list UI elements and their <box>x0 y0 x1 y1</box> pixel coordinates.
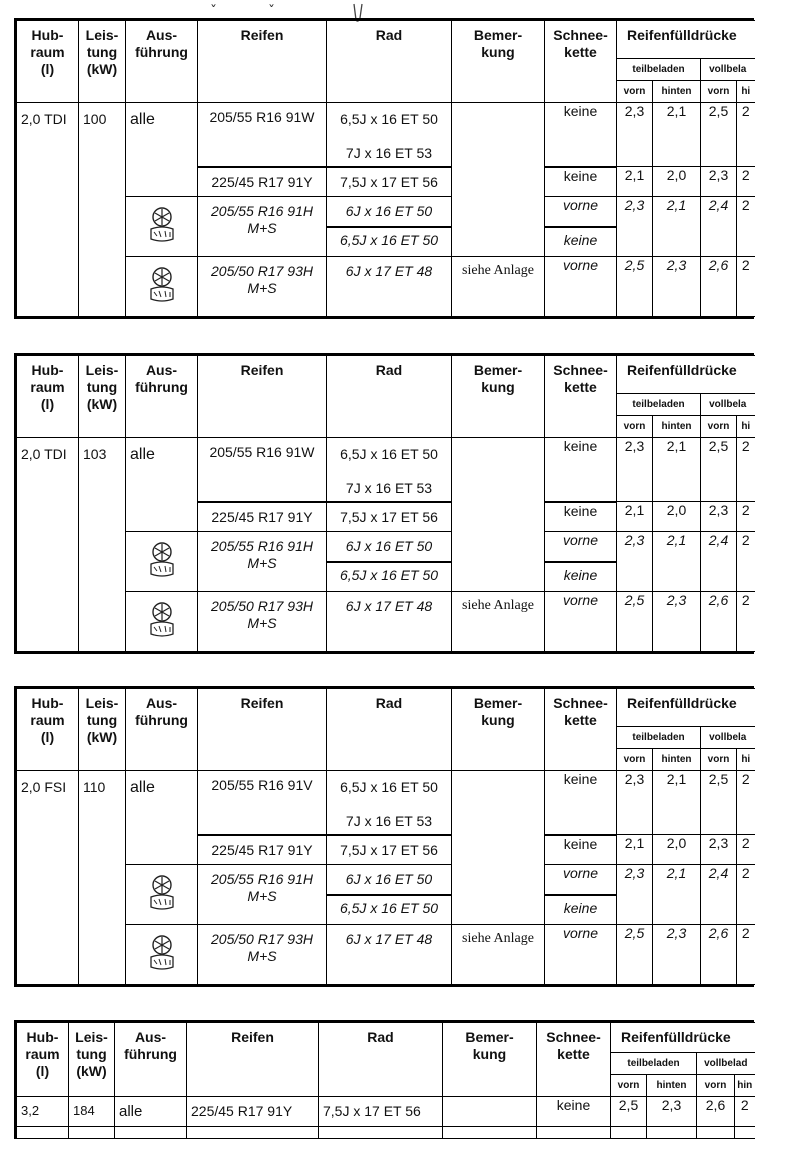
cell-reifen: 205/55 R16 91H M+S <box>198 865 327 925</box>
header-bemerkung: Bemer- kung <box>473 362 523 395</box>
spec-table-block <box>14 353 754 654</box>
cell-p-teil-hinten: 2,1 <box>653 103 701 167</box>
snowflake-tire-icon <box>145 538 179 578</box>
cell-p-voll-vorn: 2,5 <box>701 103 737 167</box>
cell-p-voll-vorn: 2,4 <box>701 197 737 257</box>
cell-ausfuehrung-icon <box>126 257 198 317</box>
cell-p-voll-hinten: 2 <box>737 835 755 865</box>
cell-hubraum: 3,2 <box>17 1097 69 1127</box>
cell-p-teil-vorn: 2,3 <box>617 771 653 835</box>
cell-p-teil-hinten: 2,1 <box>653 865 701 925</box>
spec-table-block <box>14 1020 754 1139</box>
header-vollbeladen: vollbela <box>701 394 755 416</box>
cell-p-voll-hinten: 2 <box>737 925 755 985</box>
header-ausfuehrung: Aus- führung <box>135 362 188 395</box>
cell-ausfuehrung-icon <box>126 592 198 652</box>
cell-p-voll-hinten: 2 <box>737 257 755 317</box>
cell-p-voll-vorn: 2,5 <box>701 771 737 835</box>
header-reifenfuelldruecke: Reifenfülldrücke <box>617 21 755 59</box>
cell-p-teil-hinten: 2,1 <box>653 532 701 592</box>
cell-schneekette: vorne <box>545 197 617 227</box>
cell-rad: 6,5J x 16 ET 50 7J x 16 ET 53 <box>327 103 452 167</box>
header-schneekette: Schnee- kette <box>553 27 608 60</box>
cell-p-teil-vorn: 2,3 <box>617 865 653 925</box>
cell-reifen: 205/55 R16 91H M+S <box>198 532 327 592</box>
cell-ausfuehrung-icon <box>126 925 198 985</box>
cell-bemerkung <box>443 1097 537 1127</box>
cell-rad: 6J x 17 ET 48 <box>327 592 452 652</box>
cell-schneekette: keine <box>545 227 617 257</box>
cell-bemerkung: siehe Anlage <box>452 925 545 985</box>
cell-schneekette: keine <box>545 502 617 532</box>
header-hubraum: Hub- raum (l) <box>17 1023 69 1097</box>
cell-bemerkung <box>452 771 545 925</box>
header-reifen: Reifen <box>198 356 327 438</box>
cell-p-voll-hinten: 2 <box>737 771 755 835</box>
header-hubraum: Hub- raum (l) <box>30 362 65 412</box>
cell-p-voll-hinten: 2 <box>737 103 755 167</box>
cell-p-teil-hinten: 2,3 <box>653 257 701 317</box>
header-hubraum: Hub- raum (l) <box>30 27 65 77</box>
cell-p-teil-vorn: 2,1 <box>617 502 653 532</box>
cell-p-voll-vorn: 2,4 <box>701 532 737 592</box>
cell-p-voll-hinten: 2 <box>737 532 755 592</box>
header-schneekette: Schnee- kette <box>553 695 608 728</box>
cell-p-teil-vorn: 2,3 <box>617 438 653 502</box>
cell-reifen: 225/45 R17 91Y <box>198 835 327 865</box>
header-teilbeladen: teilbeladen <box>617 727 701 749</box>
cell-schneekette: vorne <box>545 925 617 985</box>
header-reifenfuelldruecke: Reifenfülldrücke <box>617 356 755 394</box>
cell-p-teil-hinten: 2,1 <box>653 771 701 835</box>
cell-ausfuehrung: alle <box>126 438 198 532</box>
header-reifen: Reifen <box>198 689 327 771</box>
cell-p-teil-hinten: 2,3 <box>653 592 701 652</box>
cell-rad: 6,5J x 16 ET 50 <box>327 227 452 257</box>
header-rad: Rad <box>319 1023 443 1097</box>
spec-table <box>16 688 755 985</box>
cell-schneekette: keine <box>545 771 617 835</box>
header-vorn: vorn <box>701 416 737 438</box>
cell-reifen: 205/55 R16 91W <box>198 438 327 502</box>
header-teilbeladen: teilbeladen <box>617 394 701 416</box>
cell-p-voll-vorn: 2,6 <box>701 925 737 985</box>
cell-bemerkung <box>452 103 545 257</box>
header-hinten: hi <box>737 749 755 771</box>
cell-p-teil-vorn: 2,1 <box>617 835 653 865</box>
header-bemerkung: Bemer- kung <box>473 27 523 60</box>
header-reifen: Reifen <box>187 1023 319 1097</box>
header-bemerkung: Bemer- kung <box>473 695 523 728</box>
cell-schneekette: keine <box>545 562 617 592</box>
cell-rad: 7,5J x 17 ET 56 <box>319 1097 443 1127</box>
cell-bemerkung <box>452 438 545 592</box>
cell-schneekette: vorne <box>545 532 617 562</box>
cell-p-teil-vorn: 2,5 <box>611 1097 647 1127</box>
header-vorn: vorn <box>701 749 737 771</box>
cell-rad: 7,5J x 17 ET 56 <box>327 835 452 865</box>
cell-p-teil-vorn: 2,1 <box>617 167 653 197</box>
cell-p-teil-vorn: 2,3 <box>617 532 653 592</box>
cell-bemerkung: siehe Anlage <box>452 257 545 317</box>
cell-p-teil-vorn: 2,3 <box>617 103 653 167</box>
cell-reifen: 205/50 R17 93H M+S <box>198 257 327 317</box>
cell-rad: 7,5J x 17 ET 56 <box>327 167 452 197</box>
scan-mark: ˇ <box>268 4 275 20</box>
cell-reifen: 205/55 R16 91V <box>198 771 327 835</box>
header-teilbeladen: teilbeladen <box>617 59 701 81</box>
cell-p-teil-hinten: 2,1 <box>653 438 701 502</box>
cell-schneekette: keine <box>545 103 617 167</box>
cell-hubraum: 2,0 FSI <box>17 771 79 985</box>
cell-p-voll-vorn: 2,6 <box>701 592 737 652</box>
header-reifenfuelldruecke: Reifenfülldrücke <box>617 689 755 727</box>
scan-mark: ˇ <box>210 4 217 20</box>
header-vollbeladen: vollbela <box>701 59 755 81</box>
cell-schneekette: keine <box>545 835 617 865</box>
header-leistung: Leis- tung (kW) <box>69 1023 115 1097</box>
cell-ausfuehrung-icon <box>126 865 198 925</box>
cell-hubraum: 2,0 TDI <box>17 438 79 652</box>
cell-reifen: 205/55 R16 91H M+S <box>198 197 327 257</box>
cell-schneekette: vorne <box>545 257 617 317</box>
cell-rad: 6J x 17 ET 48 <box>327 257 452 317</box>
cell-p-voll-hinten: 2 <box>737 502 755 532</box>
cell-rad: 6J x 16 ET 50 <box>327 532 452 562</box>
cell-rad: 6J x 16 ET 50 <box>327 197 452 227</box>
cell-reifen: 205/50 R17 93H M+S <box>198 925 327 985</box>
cell-ausfuehrung: alle <box>126 103 198 197</box>
cell-ausfuehrung-icon <box>126 197 198 257</box>
cell-p-voll-vorn: 2,6 <box>701 257 737 317</box>
header-hinten: hinten <box>653 749 701 771</box>
snowflake-tire-icon <box>145 871 179 911</box>
cell-p-teil-hinten: 2,3 <box>647 1097 697 1127</box>
header-ausfuehrung: Aus- führung <box>135 27 188 60</box>
header-hinten: hi <box>737 416 755 438</box>
header-vorn: vorn <box>617 416 653 438</box>
cell-rad: 6J x 17 ET 48 <box>327 925 452 985</box>
header-rad: Rad <box>327 356 452 438</box>
cell-leistung: 110 <box>79 771 126 985</box>
cell-p-voll-vorn: 2,4 <box>701 865 737 925</box>
snowflake-tire-icon <box>145 931 179 971</box>
header-ausfuehrung: Aus- führung <box>115 1023 187 1097</box>
cell-ausfuehrung: alle <box>115 1097 187 1127</box>
cell-rad: 6,5J x 16 ET 50 7J x 16 ET 53 <box>327 438 452 502</box>
header-rad: Rad <box>327 21 452 103</box>
header-reifen: Reifen <box>198 21 327 103</box>
cell-schneekette: vorne <box>545 865 617 895</box>
header-hinten: hinten <box>647 1075 697 1097</box>
cell-reifen: 205/55 R16 91W <box>198 103 327 167</box>
header-schneekette: Schnee- kette <box>553 362 608 395</box>
cell-p-voll-vorn: 2,6 <box>697 1097 735 1127</box>
header-leistung: Leis- tung (kW) <box>85 362 119 412</box>
header-vorn: vorn <box>617 749 653 771</box>
spec-table <box>16 20 755 317</box>
cell-schneekette: keine <box>545 167 617 197</box>
cell-ausfuehrung-icon <box>126 532 198 592</box>
cell-p-teil-vorn: 2,5 <box>617 592 653 652</box>
header-vorn: vorn <box>701 81 737 103</box>
header-hinten: hinten <box>653 81 701 103</box>
header-vorn: vorn <box>617 81 653 103</box>
cell-p-teil-hinten: 2,0 <box>653 167 701 197</box>
header-leistung: Leis- tung (kW) <box>85 695 119 745</box>
cell-p-teil-vorn: 2,3 <box>617 197 653 257</box>
cell-p-voll-hinten: 2 <box>737 438 755 502</box>
header-vorn: vorn <box>697 1075 735 1097</box>
header-ausfuehrung: Aus- führung <box>135 695 188 728</box>
header-hinten: hi <box>737 81 755 103</box>
snowflake-tire-icon <box>145 263 179 303</box>
cell-reifen: 225/45 R17 91Y <box>198 167 327 197</box>
cell-reifen: 225/45 R17 91Y <box>187 1097 319 1127</box>
spec-table-block <box>14 18 754 319</box>
header-teilbeladen: teilbeladen <box>611 1053 697 1075</box>
header-hubraum: Hub- raum (l) <box>30 695 65 745</box>
header-hinten: hinten <box>653 416 701 438</box>
header-hinten: hin <box>735 1075 755 1097</box>
cell-p-voll-vorn: 2,3 <box>701 167 737 197</box>
header-vollbeladen: vollbela <box>701 727 755 749</box>
cell-p-teil-hinten: 2,3 <box>653 925 701 985</box>
cell-reifen: 205/50 R17 93H M+S <box>198 592 327 652</box>
cell-rad: 6,5J x 16 ET 50 7J x 16 ET 53 <box>327 771 452 835</box>
header-reifenfuelldruecke: Reifenfülldrücke <box>611 1023 755 1053</box>
cell-rad: 7,5J x 17 ET 56 <box>327 502 452 532</box>
header-rad: Rad <box>327 689 452 771</box>
spec-table <box>16 355 755 652</box>
cell-p-teil-vorn: 2,5 <box>617 925 653 985</box>
cell-schneekette: keine <box>545 895 617 925</box>
cell-p-voll-vorn: 2,3 <box>701 502 737 532</box>
cell-rad: 6,5J x 16 ET 50 <box>327 562 452 592</box>
header-leistung: Leis- tung (kW) <box>85 27 119 77</box>
cell-leistung: 103 <box>79 438 126 652</box>
cell-leistung: 184 <box>69 1097 115 1127</box>
cell-p-voll-vorn: 2,3 <box>701 835 737 865</box>
cell-schneekette: keine <box>537 1097 611 1127</box>
header-bemerkung: Bemer- kung <box>443 1023 537 1097</box>
cell-p-teil-hinten: 2,0 <box>653 835 701 865</box>
cell-reifen: 225/45 R17 91Y <box>198 502 327 532</box>
cell-bemerkung: siehe Anlage <box>452 592 545 652</box>
cell-leistung: 100 <box>79 103 126 317</box>
cell-ausfuehrung: alle <box>126 771 198 865</box>
cell-p-teil-hinten: 2,0 <box>653 502 701 532</box>
cell-p-voll-hinten: 2 <box>735 1097 755 1127</box>
snowflake-tire-icon <box>145 203 179 243</box>
header-vorn: vorn <box>611 1075 647 1097</box>
cell-schneekette: vorne <box>545 592 617 652</box>
cell-rad: 6J x 16 ET 50 <box>327 865 452 895</box>
cell-p-teil-hinten: 2,1 <box>653 197 701 257</box>
cell-rad: 6,5J x 16 ET 50 <box>327 895 452 925</box>
header-vollbeladen: vollbelad <box>697 1053 755 1075</box>
cell-p-voll-hinten: 2 <box>737 197 755 257</box>
cell-schneekette: keine <box>545 438 617 502</box>
cell-p-teil-vorn: 2,5 <box>617 257 653 317</box>
header-schneekette: Schnee- kette <box>537 1023 611 1097</box>
cell-p-voll-vorn: 2,5 <box>701 438 737 502</box>
spec-table <box>16 1022 755 1139</box>
snowflake-tire-icon <box>145 598 179 638</box>
cell-hubraum: 2,0 TDI <box>17 103 79 317</box>
spec-table-block <box>14 686 754 987</box>
cell-p-voll-hinten: 2 <box>737 865 755 925</box>
cell-p-voll-hinten: 2 <box>737 167 755 197</box>
cell-p-voll-hinten: 2 <box>737 592 755 652</box>
